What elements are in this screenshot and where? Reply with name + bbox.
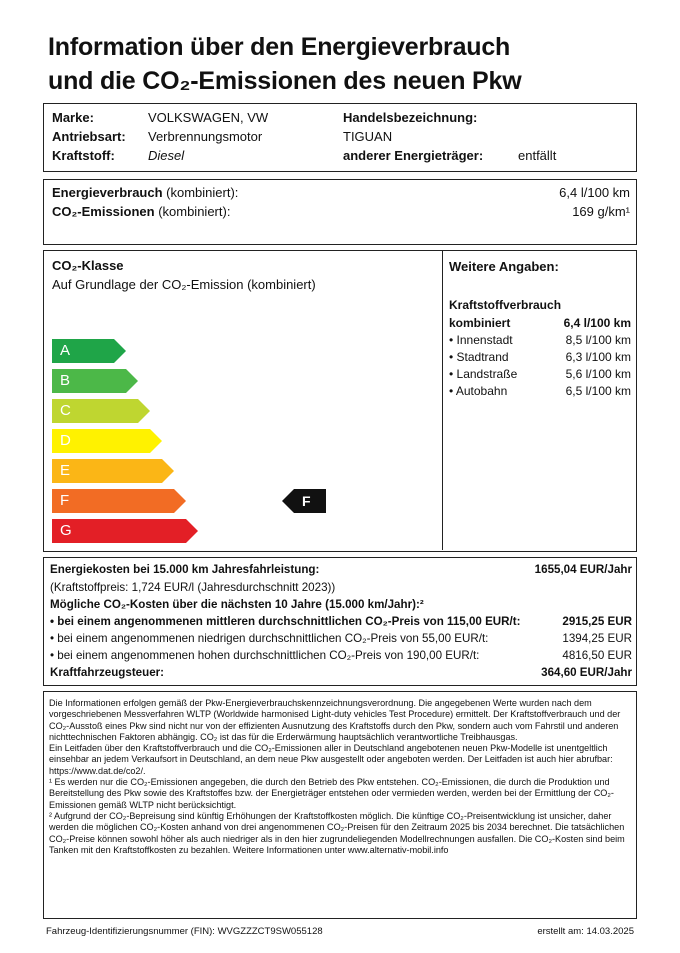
- co2-class-bar-a: [52, 339, 126, 363]
- fuel-label: Kraftstoff:: [52, 148, 115, 163]
- fuel-consumption-title: Kraftstoffverbrauch: [449, 298, 562, 312]
- vehicle-tax-row: [50, 665, 632, 680]
- co2-costs-heading: Mögliche CO₂-Kosten über die nächsten 10 Jahre (15.000 km/Jahr):²: [50, 598, 424, 611]
- combined-label: kombiniert: [449, 316, 511, 330]
- fuel-value: Diesel: [148, 148, 185, 163]
- co2-class-letter: A: [60, 342, 71, 359]
- note-paragraph-2: Ein Leitfaden über den Kraftstoffverbrauch und die CO₂-Emissionen aller in Deutschland angebotenen neuen Pkw-Modelle ist unentgeltlich einsehbar an jedem Verkaufsort in Deutschland, an dem neue Pkw ausgestellt oder angeboten werden. Der Leitfaden ist auch hier abrufbar: https://www.dat.de/co2/.: [49, 743, 613, 776]
- co2-emissions-value: 169 g/km¹: [572, 204, 630, 219]
- combined-value: 6,4 l/100 km: [563, 316, 631, 330]
- page-title-line-2: und die CO₂-Emissionen des neuen Pkw: [48, 67, 522, 95]
- co2-class-bar-g: [52, 519, 198, 543]
- co2-emissions-label: CO₂-Emissionen: [52, 204, 155, 219]
- vehicle-tax-value: 364,60 EUR/Jahr: [541, 666, 632, 679]
- other-energy-value: entfällt: [518, 148, 557, 163]
- footnote-1: ¹ Es werden nur die CO₂-Emissionen angegeben, die durch den Betrieb des Pkw entstehen. CO₂-Emissionen, die durch die Produktion und Bereitstellung des Pkw sowie des Kraftstoffes bzw. der Energieträger entstehen oder vermieden werden, werden bei der Ermittlung der CO₂-Emissionen gemäß WLTP nicht berücksichtigt.: [49, 777, 614, 810]
- page-title: [48, 30, 648, 98]
- vin-text: Fahrzeug-Identifizierungsnummer (FIN): WVGZZZCT9SW055128: [46, 926, 323, 937]
- co2-cost-high-row: [50, 648, 632, 663]
- co2-class-letter: B: [60, 372, 71, 389]
- other-energy-label: anderer Energieträger:: [343, 148, 484, 163]
- co2-cost-low-value: 1394,25 EUR: [562, 632, 632, 645]
- co2-class-letter: E: [60, 462, 71, 479]
- consumption-city-value: 8,5 l/100 km: [565, 333, 631, 347]
- consumption-box: [43, 179, 637, 245]
- co2-cost-mid-label: • bei einem angenommenen mittleren durchschnittlichen CO₂-Preis von 115,00 EUR/t:: [50, 615, 521, 628]
- co2-class-bar-f: [52, 489, 186, 513]
- consumption-highway-value: 6,5 l/100 km: [565, 384, 631, 398]
- co2-emissions-label-suffix: (kombiniert):: [154, 204, 231, 219]
- brand-label: Marke:: [52, 110, 94, 125]
- combined-row: [449, 315, 631, 332]
- co2-class-bar-e: [52, 459, 174, 483]
- consumption-suburban-label: • Stadtrand: [449, 350, 509, 364]
- list-item: [449, 383, 631, 400]
- energy-costs-value: 1655,04 EUR/Jahr: [534, 563, 632, 576]
- co2-class-box: [43, 250, 637, 552]
- legal-notes-box: [43, 691, 637, 919]
- co2-cost-low-label: • bei einem angenommenen niedrigen durchschnittlichen CO₂-Preis von 55,00 EUR/t:: [50, 632, 489, 645]
- energy-consumption-label-suffix: (kombiniert):: [162, 185, 239, 200]
- co2-cost-high-label: • bei einem angenommenen hohen durchschnittlichen CO₂-Preis von 190,00 EUR/t:: [50, 649, 480, 662]
- co2-class-letter: G: [60, 522, 72, 539]
- co2-class-subtitle: Auf Grundlage der CO₂-Emission (kombiniert): [52, 277, 316, 292]
- co2-emissions-row: [52, 203, 630, 221]
- co2-class-bar-d: [52, 429, 162, 453]
- drive-type-label: Antriebsart:: [52, 129, 126, 144]
- drive-type-value: Verbrennungsmotor: [148, 129, 263, 144]
- vehicle-info-box: [43, 103, 637, 172]
- consumption-city-label: • Innenstadt: [449, 333, 513, 347]
- list-item: [449, 366, 631, 383]
- co2-cost-mid-row: [50, 614, 632, 629]
- co2-class-bar-b: [52, 369, 138, 393]
- energy-consumption-row: [52, 184, 630, 202]
- costs-box: [43, 557, 637, 686]
- co2-class-title: CO₂-Klasse: [52, 258, 124, 273]
- vehicle-tax-label: Kraftfahrzeugsteuer:: [50, 666, 165, 679]
- current-class-letter: F: [302, 493, 311, 509]
- co2-cost-mid-value: 2915,25 EUR: [562, 615, 632, 628]
- consumption-highway-label: • Autobahn: [449, 384, 508, 398]
- co2-class-letter: D: [60, 432, 71, 449]
- co2-class-scale: [44, 251, 442, 550]
- energy-consumption-label: Energieverbrauch: [52, 185, 163, 200]
- energy-costs-label: Energiekosten bei 15.000 km Jahresfahrleistung:: [50, 563, 320, 576]
- energy-consumption-value: 6,4 l/100 km: [559, 185, 630, 200]
- co2-class-letter: C: [60, 402, 71, 419]
- consumption-rural-label: • Landstraße: [449, 367, 518, 381]
- page-title-line-1: Information über den Energieverbrauch: [48, 33, 511, 61]
- note-paragraph-1: Die Informationen erfolgen gemäß der Pkw-Energieverbrauchskennzeichnungsverordnung. Die angegebenen Werte wurden nach dem vorgeschriebenen Messverfahren WLTP (Worldwide harmonised Light-duty vehicles Test Procedure) ermittelt. Der Kraftstoffverbrauch und der CO₂-Ausstoß eines Pkw sind nicht nur von der effizienten Ausnutzung des Kraftstoffs durch den Pkw, sondern auch vom Fahrstil und anderen nichttechnischen Faktoren abhängig. CO₂ ist das für die Erderwärmung hauptsächlich verantwortliche Treibhausgas.: [49, 698, 621, 742]
- current-class-marker: [282, 489, 326, 516]
- co2-cost-low-row: [50, 631, 632, 646]
- trade-name-value: TIGUAN: [343, 129, 393, 144]
- vehicle-row-fuel: [52, 147, 632, 165]
- co2-class-bar-c: [52, 399, 150, 423]
- list-item: [449, 332, 631, 349]
- trade-name-label: Handelsbezeichnung:: [343, 110, 478, 125]
- energy-costs-row: [50, 562, 632, 577]
- list-item: [449, 349, 631, 366]
- consumption-rural-value: 5,6 l/100 km: [565, 367, 631, 381]
- footnote-2: ² Aufgrund der CO₂-Bepreisung sind künftig Erhöhungen der Kraftstoffkosten möglich. Die künftige CO₂-Preisentwicklung ist unsicher, daher werden die möglichen CO₂-Kosten anhand von drei angenommenen CO₂-Preisen für den Zeitraum 2025 bis 2034 berechnet. Die tatsächlichen CO₂-Preise können sowohl höher als auch niedriger als in den hier zugrundeliegenden Modellrechnungen ausfallen. Die CO₂-Kosten sind beim Tanken mit den Kraftstoffkosten zu bezahlen. Weitere Informationen unter www.alternativ-mobil.info: [49, 810, 625, 855]
- created-date: erstellt am: 14.03.2025: [537, 926, 634, 937]
- co2-cost-high-value: 4816,50 EUR: [562, 649, 632, 662]
- vehicle-row-drive: [52, 128, 632, 146]
- brand-value: VOLKSWAGEN, VW: [148, 110, 269, 125]
- consumption-suburban-value: 6,3 l/100 km: [565, 350, 631, 364]
- further-info-title: Weitere Angaben:: [449, 259, 559, 274]
- fuel-price-note: (Kraftstoffpreis: 1,724 EUR/l (Jahresdurchschnitt 2023)): [50, 581, 336, 594]
- vehicle-row-brand: [52, 109, 632, 127]
- co2-class-letter: F: [60, 492, 70, 509]
- further-info-panel: [442, 251, 635, 550]
